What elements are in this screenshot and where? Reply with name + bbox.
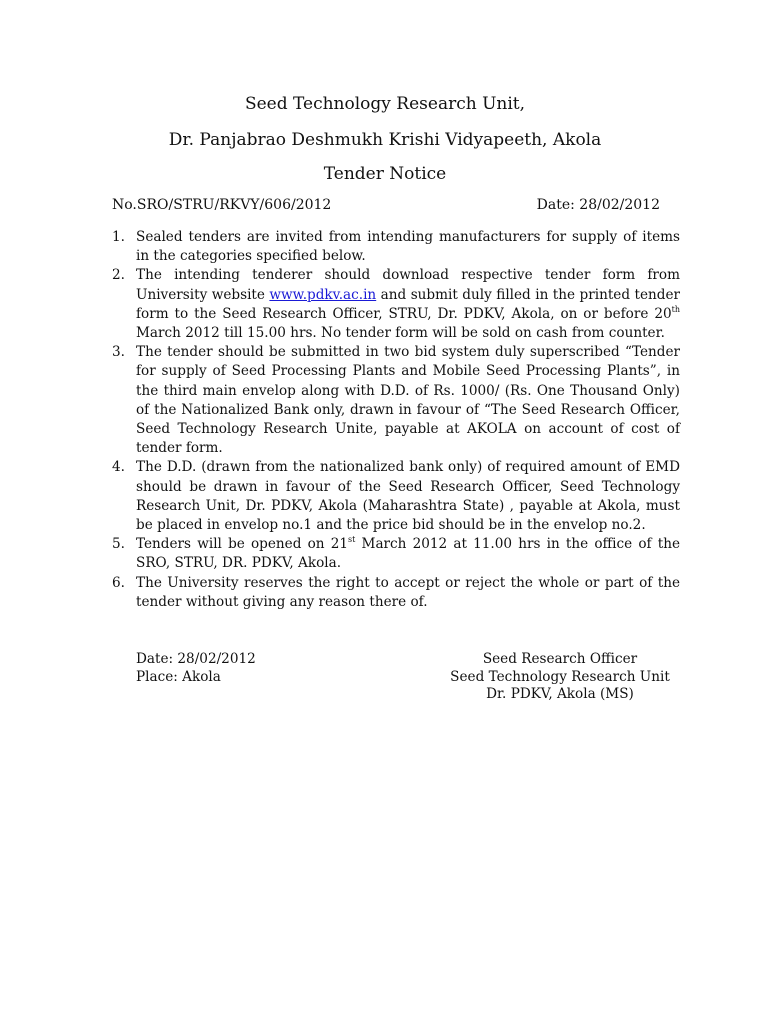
list-item [112, 574, 680, 612]
list-item-number: 4. [112, 459, 125, 476]
signatory-organization: Dr. PDKV, Akola (MS) [486, 686, 634, 702]
list-item-number: 6. [112, 574, 125, 591]
list-item-text: The D.D. (drawn from the nationalized bank only) of required amount of EMD should be drawn in favour of the Seed Research Officer, Seed Technology Research Unit, Dr. PDKV, Akola (Maharashtra State) , payable at Akola, must be placed in envelop no.1 and the price bid should be in the envelop no.2. [136, 459, 680, 534]
list-item-text: and submit duly filled in the printed tender form to the Seed Research Officer, STRU, Dr. PDKV, Akola, on or before 20 [136, 286, 681, 322]
list-item-text: March 2012 till 15.00 hrs. No tender form will be sold on cash from counter. [136, 325, 665, 342]
ordinal-suffix: st [348, 535, 356, 545]
list-item-text: The tender should be submitted in two bid system duly superscribed “Tender for supply of Seed Processing Plants and Mobile Seed Processing Plants”, in the third main envelop along with D.D. of Rs. 1000/ (Rs. One Thousand Only) of the Nationalized Bank only, drawn in favour of “The Seed Research Officer, Seed Technology Research Unite, payable at AKOLA on account of cost of tender form. [136, 344, 680, 457]
list-item-text: The intending tenderer should download respective tender form from University website [136, 267, 680, 303]
notice-date: Date: 28/02/2012 [536, 197, 660, 213]
reference-number: No.SRO/STRU/RKVY/606/2012 [112, 197, 332, 213]
list-item-number: 2. [112, 267, 125, 284]
list-item-text: Sealed tenders are invited from intending manufacturers for supply of items in the categories specified below. [136, 229, 680, 265]
header-university-name: Dr. Panjabrao Deshmukh Krishi Vidyapeeth, Akola [168, 130, 602, 150]
list-item [112, 535, 680, 573]
list-item [112, 266, 680, 343]
footer-date: Date: 28/02/2012 [136, 651, 256, 667]
list-item-text: Tenders will be opened on 21 [136, 536, 349, 553]
list-item-text: March 2012 at 11.00 hrs in the office of the SRO, STRU, DR. PDKV, Akola. [136, 536, 680, 572]
list-item-text: The University reserves the right to accept or reject the whole or part of the tender without giving any reason there of. [136, 574, 680, 610]
list-item [112, 228, 680, 266]
list-item [112, 458, 680, 535]
list-item-number: 5. [112, 536, 125, 553]
signatory-unit: Seed Technology Research Unit [450, 668, 670, 685]
tender-conditions-list [112, 228, 680, 612]
footer-date-place [136, 651, 256, 686]
signature-block [440, 651, 680, 704]
university-website-link[interactable]: www.pdkv.ac.in [269, 286, 377, 303]
footer-place: Place: Akola [136, 668, 221, 685]
list-item [112, 343, 680, 458]
ordinal-suffix: th [671, 304, 680, 314]
list-item-number: 1. [112, 229, 125, 245]
list-item-number: 3. [112, 344, 125, 361]
header-unit-name: Seed Technology Research Unit, [244, 94, 526, 114]
signatory-title: Seed Research Officer [482, 651, 638, 667]
page-title: Tender Notice [323, 164, 447, 184]
